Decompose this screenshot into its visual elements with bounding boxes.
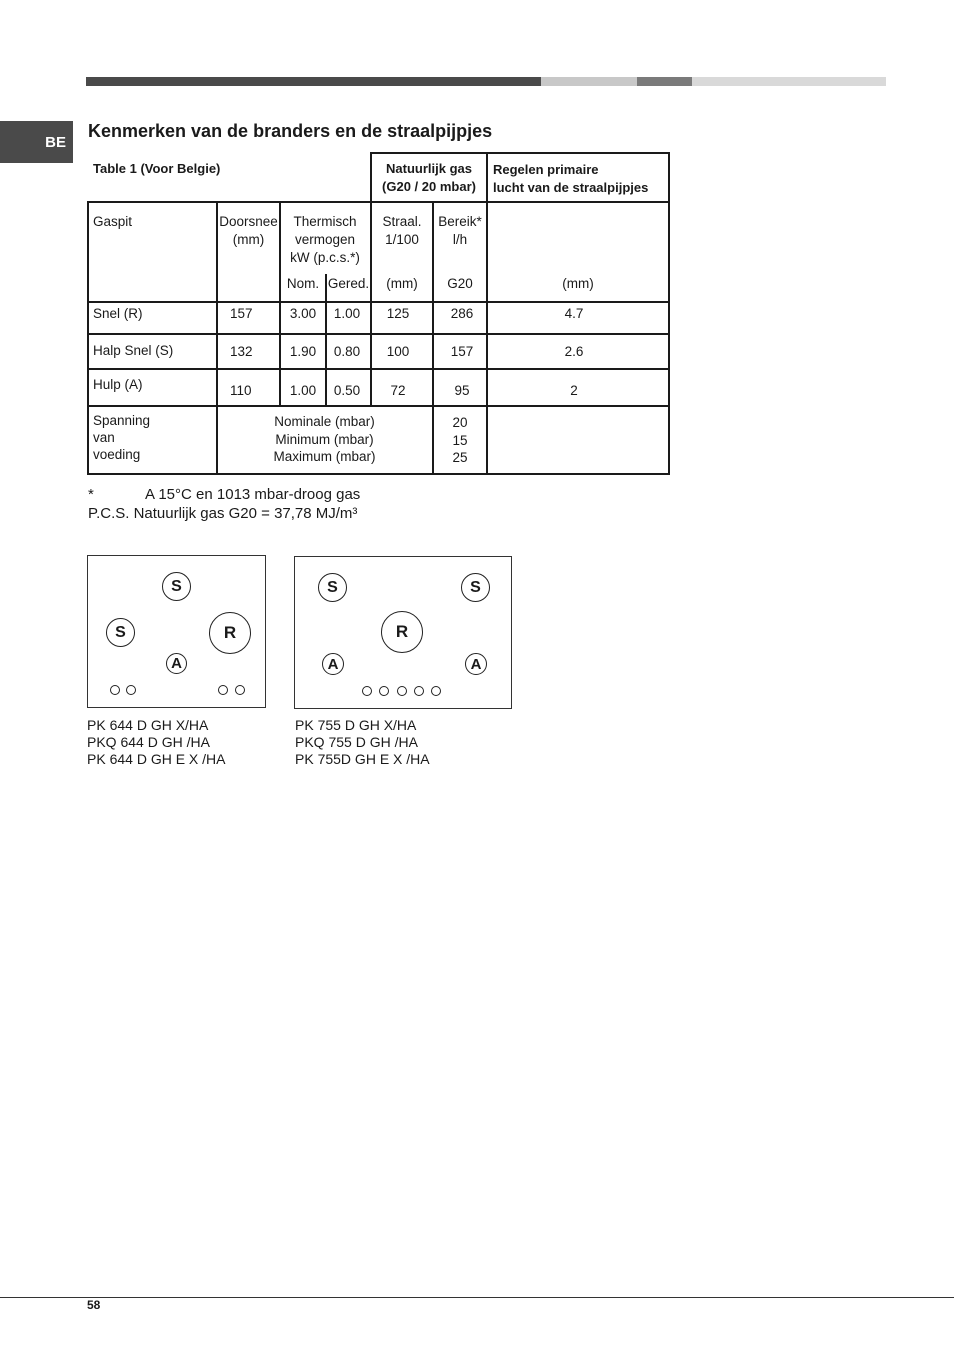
footnote-line-1: A 15°C en 1013 mbar-droog gas xyxy=(145,486,361,503)
row-jet: 100 xyxy=(386,344,410,359)
section-title: Kenmerken van de branders en de straalpijpjes xyxy=(88,121,493,141)
table-line xyxy=(87,201,670,203)
col-header-nom: Nom. xyxy=(286,276,320,291)
model-name: PKQ 644 D GH /HA xyxy=(87,734,210,750)
row-jet: 125 xyxy=(386,306,410,321)
supply-label-line: voeding xyxy=(93,447,141,462)
col-header-jet xyxy=(371,213,433,249)
burner-semi-rapid: S xyxy=(318,573,347,602)
header-line: Bereik* xyxy=(438,214,482,229)
model-name: PK 755D GH E X /HA xyxy=(295,751,430,767)
burner-rapid: R xyxy=(381,611,423,653)
bar-segment-light xyxy=(541,77,637,86)
supply-label xyxy=(93,412,150,463)
col-header-gaspit: Gaspit xyxy=(93,214,133,229)
table-line xyxy=(87,333,670,335)
col-header-thermal xyxy=(280,213,370,267)
col-header-air-unit: (mm) xyxy=(562,276,594,291)
header-line: Straal. xyxy=(382,214,422,229)
row-air: 2.6 xyxy=(564,344,584,359)
table-line xyxy=(370,152,669,154)
row-red: 1.00 xyxy=(333,306,361,321)
knob-icon xyxy=(126,685,136,695)
header-line: vermogen xyxy=(294,232,356,247)
knob-icon xyxy=(414,686,424,696)
header-line: Thermisch xyxy=(293,214,357,229)
table-line xyxy=(87,473,670,475)
row-air: 4.7 xyxy=(564,306,584,321)
table-line xyxy=(87,201,89,475)
col-header-diameter xyxy=(217,213,280,249)
bar-segment-mid xyxy=(637,77,692,86)
model-name: PK 644 D GH E X /HA xyxy=(87,751,226,767)
row-red: 0.80 xyxy=(333,344,361,359)
knob-icon xyxy=(431,686,441,696)
table-line xyxy=(87,405,670,407)
supply-values xyxy=(433,414,487,467)
model-list-left xyxy=(87,717,226,768)
knob-icon xyxy=(379,686,389,696)
table-line xyxy=(486,152,488,202)
pressure-value: 15 xyxy=(452,432,468,448)
burner-semi-rapid: S xyxy=(461,573,490,602)
bar-segment-lightest xyxy=(692,77,886,86)
header-line: (G20 / 20 mbar) xyxy=(382,179,476,194)
footer-divider xyxy=(0,1297,954,1298)
footnote-line-2: P.C.S. Natuurlijk gas G20 = 37,78 MJ/m³ xyxy=(88,505,358,522)
header-line: Regelen primaire xyxy=(493,162,599,177)
row-air: 2 xyxy=(570,383,578,398)
table-line xyxy=(87,368,670,370)
row-diameter: 132 xyxy=(230,344,253,359)
model-name: PK 644 D GH X/HA xyxy=(87,717,209,733)
row-red: 0.50 xyxy=(333,383,361,398)
model-name: PKQ 755 D GH /HA xyxy=(295,734,418,750)
header-line: 1/100 xyxy=(385,232,419,247)
burner-semi-rapid: S xyxy=(106,618,135,647)
table-line xyxy=(87,301,670,303)
header-line: Doorsnee xyxy=(219,214,278,229)
natural-gas-header xyxy=(372,160,486,196)
row-flow: 95 xyxy=(454,383,470,398)
knob-icon xyxy=(397,686,407,696)
primary-air-header xyxy=(493,161,648,197)
supply-label-line: van xyxy=(93,430,115,445)
row-name: Snel (R) xyxy=(93,306,143,321)
knob-icon xyxy=(110,685,120,695)
header-line: (mm) xyxy=(232,232,265,247)
knob-icon xyxy=(218,685,228,695)
supply-pressures xyxy=(217,413,432,466)
row-flow: 286 xyxy=(450,306,474,321)
burner-rapid: R xyxy=(209,612,251,654)
pressure-value: 20 xyxy=(452,415,468,430)
burner-semi-rapid: S xyxy=(162,572,191,601)
row-flow: 157 xyxy=(450,344,474,359)
pressure-label: Maximum (mbar) xyxy=(273,449,376,464)
pressure-value: 25 xyxy=(452,450,468,465)
row-name: Halp Snel (S) xyxy=(93,343,174,358)
row-name: Hulp (A) xyxy=(93,377,143,392)
pressure-label: Minimum (mbar) xyxy=(275,431,374,447)
pressure-label: Nominale (mbar) xyxy=(274,414,375,429)
row-nom: 3.00 xyxy=(289,306,317,321)
burner-auxiliary: A xyxy=(322,653,344,675)
header-line: kW (p.c.s.*) xyxy=(290,250,360,265)
header-line: lucht van de straalpijpjes xyxy=(493,180,649,195)
row-diameter: 157 xyxy=(230,306,253,321)
row-nom: 1.90 xyxy=(289,344,317,359)
hob-diagram-left xyxy=(87,555,266,708)
bar-segment-dark xyxy=(86,77,541,86)
header-line: Natuurlijk gas xyxy=(386,161,472,176)
language-tab: BE xyxy=(0,121,73,163)
header-line: l/h xyxy=(452,232,468,247)
knob-icon xyxy=(235,685,245,695)
col-header-flow xyxy=(433,213,487,249)
page-number: 58 xyxy=(87,1298,101,1312)
col-header-jet-unit: (mm) xyxy=(386,276,418,291)
model-list-right xyxy=(295,717,430,768)
burner-auxiliary: A xyxy=(465,653,487,675)
hob-diagram-right xyxy=(294,556,512,709)
col-header-red: Gered. xyxy=(327,276,370,291)
row-jet: 72 xyxy=(390,383,406,398)
knob-icon xyxy=(362,686,372,696)
table-caption: Table 1 (Voor Belgie) xyxy=(93,161,221,176)
burner-auxiliary: A xyxy=(166,653,187,674)
row-diameter: 110 xyxy=(230,383,252,398)
supply-label-line: Spanning xyxy=(93,413,151,428)
row-nom: 1.00 xyxy=(289,383,317,398)
col-header-flow-unit: G20 xyxy=(447,276,473,291)
footnote-star: * xyxy=(88,486,94,503)
model-name: PK 755 D GH X/HA xyxy=(295,717,417,733)
